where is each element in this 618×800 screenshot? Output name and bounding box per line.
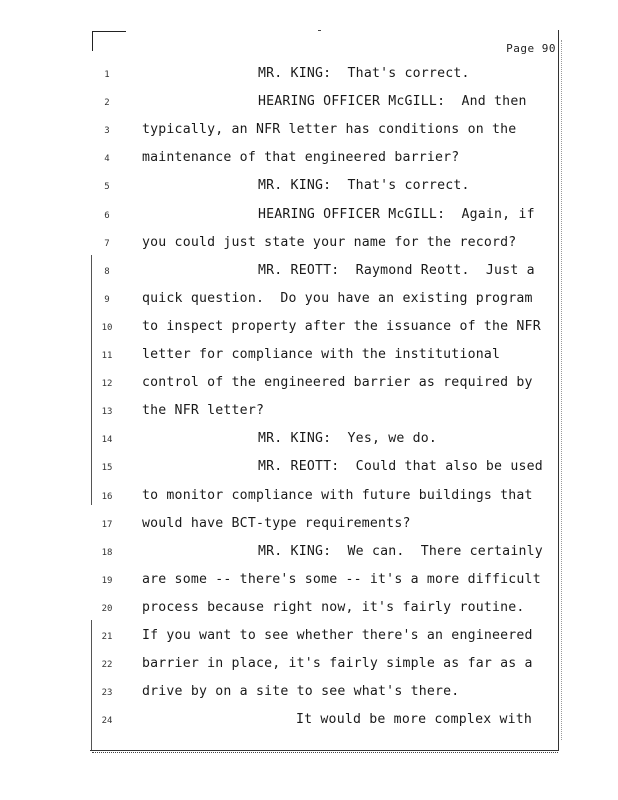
- transcript-line: [0, 628, 618, 648]
- line-number: 2: [104, 98, 110, 109]
- line-number: 14: [101, 435, 113, 446]
- transcript-line: [0, 572, 618, 592]
- line-text: to inspect property after the issuance of the NFR: [142, 318, 541, 334]
- transcript-line: [0, 431, 618, 451]
- transcript-line: [0, 94, 618, 114]
- line-text: HEARING OFFICER McGILL: Again, if: [258, 206, 535, 222]
- transcript-line: [0, 600, 618, 620]
- line-text: control of the engineered barrier as required by: [142, 375, 533, 391]
- corner-mark: [92, 31, 126, 32]
- line-number: 12: [101, 379, 113, 390]
- line-text: HEARING OFFICER McGILL: And then: [258, 94, 527, 110]
- line-number: 19: [101, 575, 113, 586]
- line-number: 20: [101, 603, 113, 614]
- line-number: 3: [104, 126, 110, 137]
- line-number: 23: [101, 688, 113, 699]
- transcript-line: [0, 656, 618, 676]
- line-text: to monitor compliance with future buildings that: [142, 487, 533, 503]
- line-number: 13: [101, 407, 113, 418]
- transcript-line: [0, 263, 618, 283]
- corner-mark: [92, 31, 93, 51]
- transcript-line: [0, 178, 618, 198]
- line-text: typically, an NFR letter has conditions on the: [142, 122, 517, 138]
- transcript-line: [0, 207, 618, 227]
- page-number: Page 90: [506, 42, 556, 55]
- line-number: 7: [104, 238, 110, 249]
- transcript-line: [0, 712, 618, 732]
- line-number: 8: [104, 266, 110, 277]
- transcript-line: [0, 319, 618, 339]
- transcript-line: [0, 684, 618, 704]
- line-number: 22: [101, 660, 113, 671]
- line-number: 5: [104, 182, 110, 193]
- transcript-line: [0, 66, 618, 86]
- transcript-line: [0, 488, 618, 508]
- transcript-line: [0, 403, 618, 423]
- line-number: 10: [101, 322, 113, 333]
- transcript-line: [0, 235, 618, 255]
- line-text: MR. KING: That's correct.: [258, 66, 470, 81]
- transcript-line: [0, 347, 618, 367]
- line-number: 24: [101, 716, 113, 727]
- line-text: MR. KING: That's correct.: [258, 178, 470, 194]
- transcript-line: [0, 150, 618, 170]
- line-text: MR. KING: We can. There certainly: [258, 543, 543, 559]
- line-text: MR. REOTT: Raymond Reott. Just a: [258, 262, 535, 278]
- transcript-line: [0, 459, 618, 479]
- line-number: 11: [101, 351, 113, 361]
- transcript-line: [0, 516, 618, 536]
- transcript-line: [0, 375, 618, 395]
- line-number: 17: [101, 519, 113, 530]
- line-text: you could just state your name for the record?: [142, 234, 517, 250]
- line-text: MR. KING: Yes, we do.: [258, 431, 438, 447]
- line-text: maintenance of that engineered barrier?: [142, 150, 460, 166]
- transcript-line: [0, 291, 618, 311]
- line-text: drive by on a site to see what's there.: [142, 684, 460, 700]
- line-text: If you want to see whether there's an engineered: [142, 628, 533, 643]
- line-number: 16: [101, 491, 113, 502]
- line-number: 6: [104, 210, 110, 221]
- transcript-line: [0, 544, 618, 564]
- footer-rule: [92, 752, 558, 756]
- line-text: quick question. Do you have an existing program: [142, 290, 533, 306]
- line-number: 15: [101, 463, 113, 474]
- line-text: barrier in place, it's fairly simple as far as a: [142, 656, 533, 672]
- line-number: 9: [104, 294, 110, 305]
- line-text: MR. REOTT: Could that also be used: [258, 459, 543, 475]
- line-text: letter for compliance with the institutional: [142, 347, 501, 362]
- top-tick-mark: [318, 30, 321, 31]
- line-text: the NFR letter?: [142, 403, 265, 419]
- line-text: would have BCT-type requirements?: [142, 515, 411, 531]
- transcript-line: [0, 122, 618, 142]
- line-number: 1: [104, 70, 110, 80]
- line-text: process because right now, it's fairly routine.: [142, 599, 525, 615]
- line-number: 4: [104, 154, 110, 165]
- line-text: are some -- there's some -- it's a more difficult: [142, 571, 541, 587]
- line-text: It would be more complex with: [296, 712, 533, 728]
- line-number: 18: [101, 547, 113, 558]
- line-number: 21: [101, 632, 113, 642]
